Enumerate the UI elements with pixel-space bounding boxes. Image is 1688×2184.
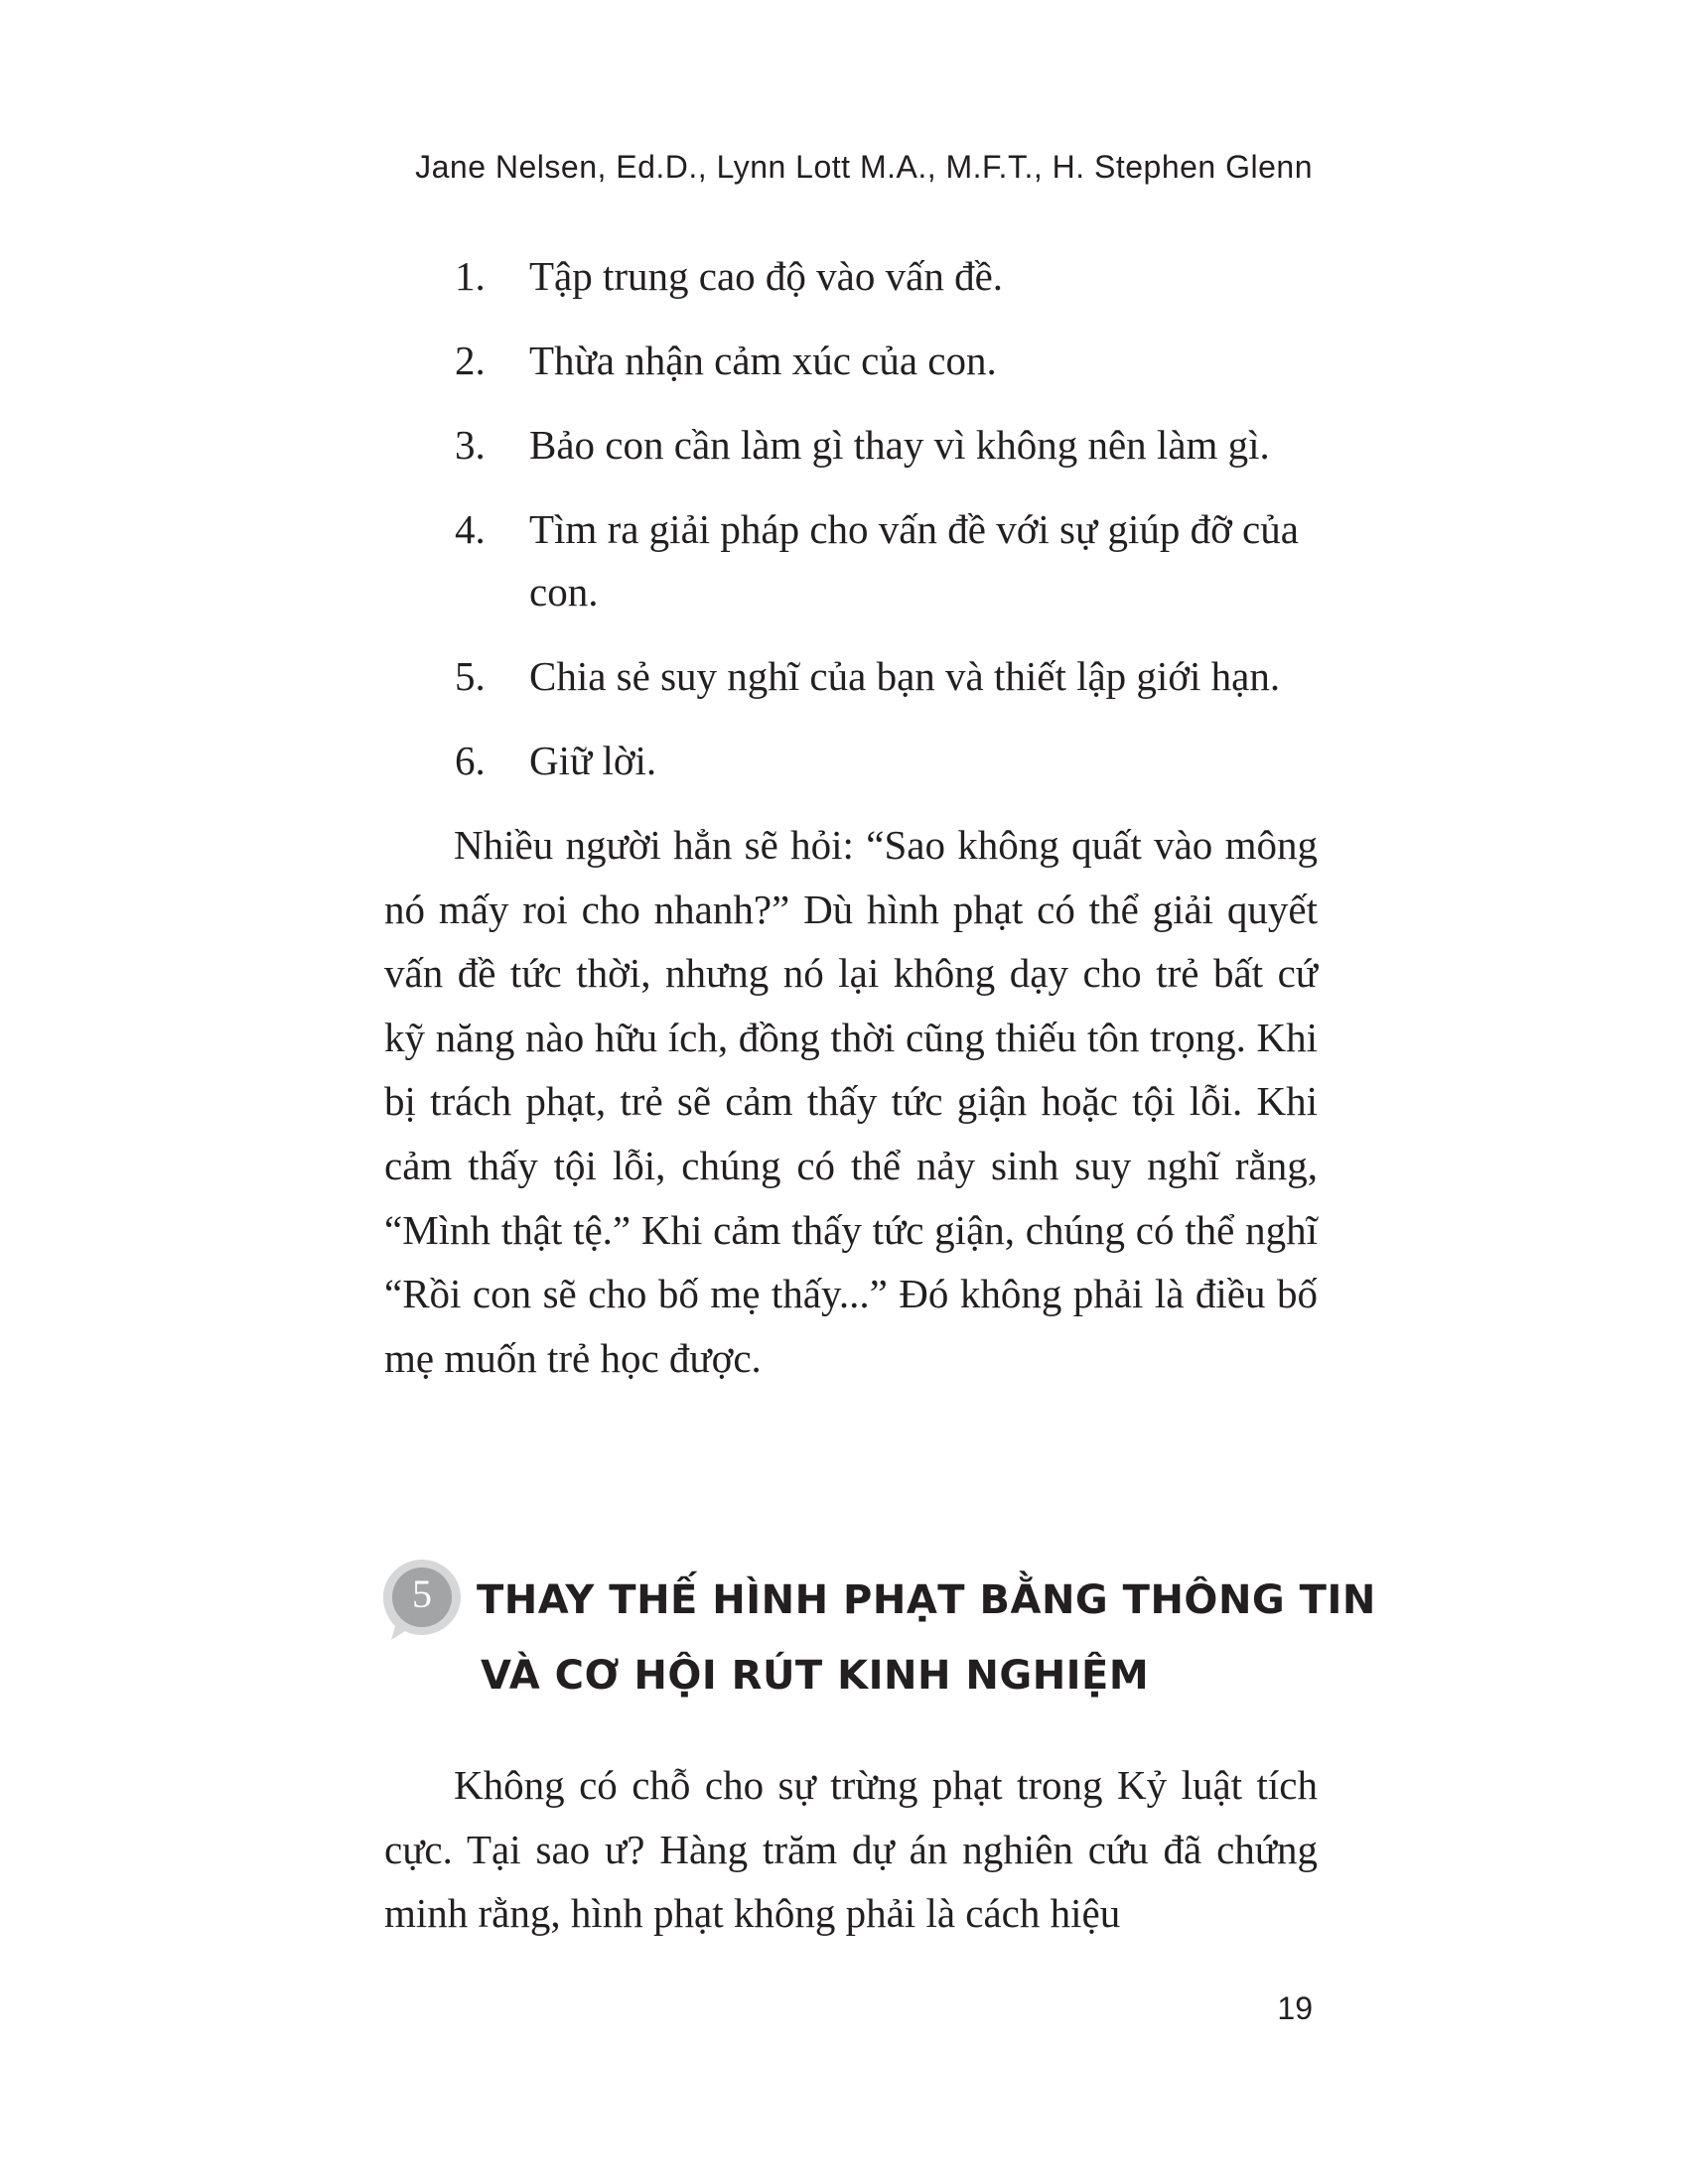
body-paragraph-positive-discipline: Không có chỗ cho sự trừng phạt trong Kỷ luật tích cực. Tại sao ư? Hàng trăm dự án nghiên cứu đã chứng minh rằng, hình phạt không phải là cách hiệu — [384, 1762, 1318, 1937]
list-item-text: Tập trung cao độ vào vấn đề. — [529, 253, 1004, 299]
page-number: 19 — [1277, 1990, 1313, 2026]
list-item-text: Chia sẻ suy nghĩ của bạn và thiết lập giới hạn. — [529, 653, 1281, 699]
running-header-authors: Jane Nelsen, Ed.D., Lynn Lott M.A., M.F.T., H. Stephen Glenn — [415, 149, 1313, 185]
list-item-number: 5. — [455, 653, 486, 699]
list-item-number: 3. — [455, 422, 486, 468]
list-item-text: Giữ lời. — [529, 738, 657, 783]
list-item — [455, 414, 1319, 477]
body-paragraph-punishment: Nhiều người hẳn sẽ hỏi: “Sao không quất vào mông nó mấy roi cho nhanh?” Dù hình phạt có thể giải quyết vấn đề tức thời, nhưng nó lại không dạy cho trẻ bất cứ kỹ năng nào hữu ích, đồng thời cũng thiếu tôn trọng. Khi bị trách phạt, trẻ sẽ cảm thấy tức giận hoặc tội lỗi. Khi cảm thấy tội lỗi, chúng có thể nảy sinh suy nghĩ rằng, “Mình thật tệ.” Khi cảm thấy tức giận, chúng có thể nghĩ “Rồi con sẽ cho bố mẹ thấy...” Đó không phải là điều bố mẹ muốn trẻ học được. — [384, 822, 1318, 1381]
list-item-text: Tìm ra giải pháp cho vấn đề với sự giúp đỡ của con. — [529, 506, 1299, 614]
list-item-number: 2. — [455, 338, 486, 383]
steps-list — [455, 245, 1319, 814]
list-item — [455, 245, 1319, 308]
section-heading — [381, 1557, 1376, 1715]
list-item — [455, 498, 1319, 623]
list-item-number: 4. — [455, 506, 486, 552]
section-title-line-2: VÀ CƠ HỘI RÚT KINH NGHIỆM — [481, 1653, 1150, 1699]
list-item-number: 6. — [455, 738, 486, 783]
section-number-badge — [381, 1557, 471, 1646]
list-item — [455, 645, 1319, 708]
list-item-number: 1. — [455, 253, 486, 299]
list-item — [455, 330, 1319, 392]
list-item-text: Bảo con cần làm gì thay vì không nên làm gì. — [529, 422, 1270, 468]
list-item-text: Thừa nhận cảm xúc của con. — [529, 338, 997, 383]
section-title-line-1: THAY THẾ HÌNH PHẠT BẰNG THÔNG TIN — [477, 1577, 1376, 1623]
section-title — [477, 1563, 1376, 1713]
section-number: 5 — [412, 1571, 432, 1616]
list-item — [455, 730, 1319, 792]
